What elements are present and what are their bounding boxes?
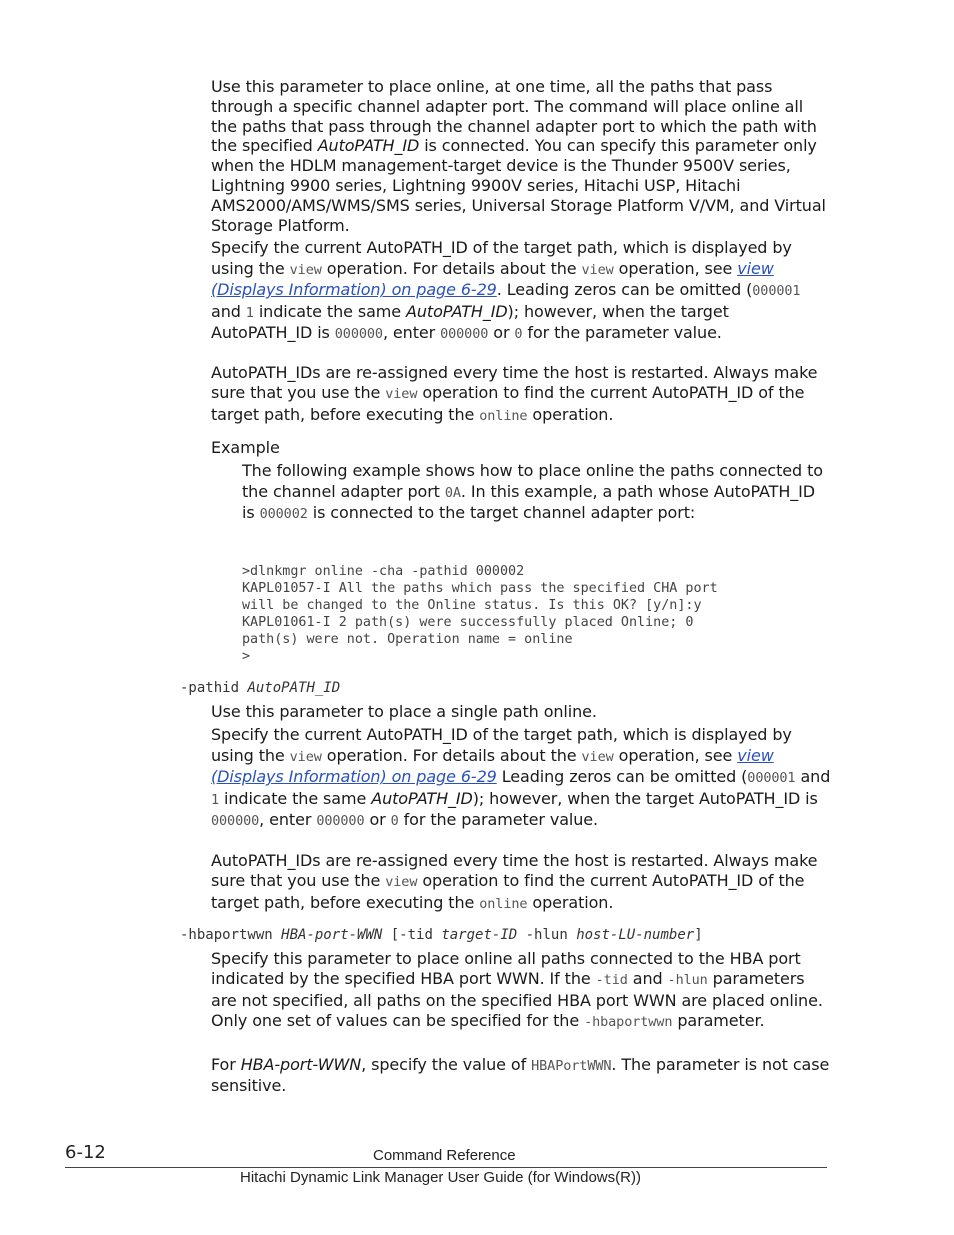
text: AutoPATH_IDs are re-assigned every time the host is restarted. Always make sure that you use the [211,363,818,403]
footer-guide-title: Hitachi Dynamic Link Manager User Guide (for Windows(R)) [240,1169,641,1186]
text: operation. [527,404,614,424]
text: . In this example, a path whose AutoPATH_ID is [242,481,815,523]
example-label: Example [211,438,280,457]
text: or [364,810,391,830]
text: operation to find the current AutoPATH_ID of the target path, before executing the [211,383,805,424]
option-variable: HBA-port-WWN [281,927,383,943]
code-term: online [479,407,528,424]
text: operation, see [613,258,738,278]
example-description [242,461,832,525]
code-term: view [581,261,614,278]
page-number: 6-12 [65,1142,106,1163]
text: for the parameter value. [522,323,722,343]
code-term: view [581,748,614,765]
pathid-reassign-note [211,851,831,914]
code-term: -hlun [667,972,708,989]
option-name: -pathid [180,680,240,696]
text: ); however, when the target AutoPATH_ID is [211,301,729,343]
text: Leading zeros can be omitted ( [496,767,748,787]
hbaportwwn-description [211,949,831,1033]
option-name: -hlun [517,927,577,943]
code-term: 0 [514,326,523,343]
text: Specify this parameter to place online all paths connected to the HBA port indicated by the specified HBA port WWN. If the [211,949,801,989]
pathid-description: Use this parameter to place a single path online. [211,702,597,721]
code-term: HBAPortWWN [531,1058,612,1074]
text: . Leading zeros can be omitted ( [496,280,753,300]
text: operation. For details about the [321,258,582,278]
cha-autopath-id-note [211,238,831,345]
text: indicate the same [253,301,407,321]
footer-divider [65,1167,827,1168]
code-term: view [385,386,418,403]
text: , enter [259,810,317,830]
option-variable: host-LU-number [576,927,695,943]
text: Use this parameter to place online, at one time, all the paths that pass through a specific channel adapter port. The command will place online all the paths that pass through the channel adapter port to which the path with the specified [211,77,817,156]
code-term: 1 [211,791,220,808]
text: , enter [382,323,441,343]
code-term: -hbaportwwn [584,1014,673,1031]
text: parameter. [672,1011,765,1031]
option-variable: AutoPATH_ID [247,680,341,696]
text: parameters are not specified, all paths on the specified HBA port WWN are placed online. Only one set of values can be specified for the [211,969,823,1031]
code-term: 000001 [747,770,796,787]
option-name: ] [694,927,703,943]
code-term: 1 [245,304,254,321]
variable: AutoPATH_ID [406,301,508,321]
code-term: view [289,748,322,765]
text: For [211,1055,241,1074]
view-reference-link[interactable]: view (Displays Information) on page 6-29 [211,258,774,300]
code-term: 000000 [334,326,383,343]
text: operation, see [613,745,738,765]
code-term: 000002 [259,506,308,523]
text: The following example shows how to place online the paths connected to the channel adapter port [242,461,823,501]
code-term: 0A [444,484,461,501]
variable: AutoPATH_ID [317,136,420,156]
variable: HBA-port-WWN [240,1055,362,1074]
text: operation. [527,892,614,912]
code-term: 000000 [316,813,365,830]
text: ); however, when the target AutoPATH_ID is [472,788,818,808]
text: and [795,767,831,787]
view-reference-link[interactable]: view (Displays Information) on page 6-29 [211,745,774,787]
text: is connected to the target channel adapter port: [307,503,696,523]
text: AutoPATH_IDs are re-assigned every time the host is restarted. Always make sure that you use the [211,851,818,891]
text: for the parameter value. [398,810,599,830]
code-term: online [479,895,528,912]
code-term: view [385,874,418,891]
text: operation. For details about the [321,745,582,765]
text: , specify the value of [361,1055,532,1074]
pathid-autopath-id-note [211,725,831,832]
code-term: 000001 [752,283,801,300]
variable: AutoPATH_ID [371,788,473,808]
pathid-option-heading [180,679,340,697]
code-term: view [289,261,322,278]
text: and [627,969,668,989]
text: or [488,323,515,343]
text: indicate the same [219,788,372,808]
text: and [211,301,246,321]
hbaportwwn-option-heading [180,926,703,944]
option-name: -hbaportwwn [180,927,282,943]
code-term: -tid [595,972,628,989]
text: Specify the current AutoPATH_ID of the target path, which is displayed by using the [211,725,792,765]
code-term: 0 [390,813,399,830]
code-term: 000000 [440,326,489,343]
text: is connected. You can specify this parameter only when the HDLM management-target device is the Thunder 9500V series, Lightning 9900 series, Lightning 9900V series, Hitachi USP, Hitachi AMS2000/AMS/WMS/SMS series, Universal Storage Platform V/VM, and Virtual Storage Platform. [211,136,826,235]
cha-reassign-note [211,363,831,426]
text: Specify the current AutoPATH_ID of the target path, which is displayed by using the [211,238,792,278]
text: . The parameter is not case sensitive. [211,1055,830,1096]
cha-description [211,77,831,235]
hbaportwwn-value-note [211,1055,831,1097]
footer-section-title: Command Reference [373,1147,516,1164]
text: operation to find the current AutoPATH_ID of the target path, before executing the [211,871,805,912]
code-term: 000000 [211,813,260,830]
example-code-block: >dlnkmgr online -cha -pathid 000002 KAPL01057-I All the paths which pass the specified CHA port will be changed to the Online status. Is this OK? [y/n]:y KAPL01061-I 2 path(s) were successfully placed Online; 0 path(s) were not. Operation name = online > [242,564,718,664]
option-variable: target-ID [441,927,518,943]
option-name: [-tid [382,927,442,943]
